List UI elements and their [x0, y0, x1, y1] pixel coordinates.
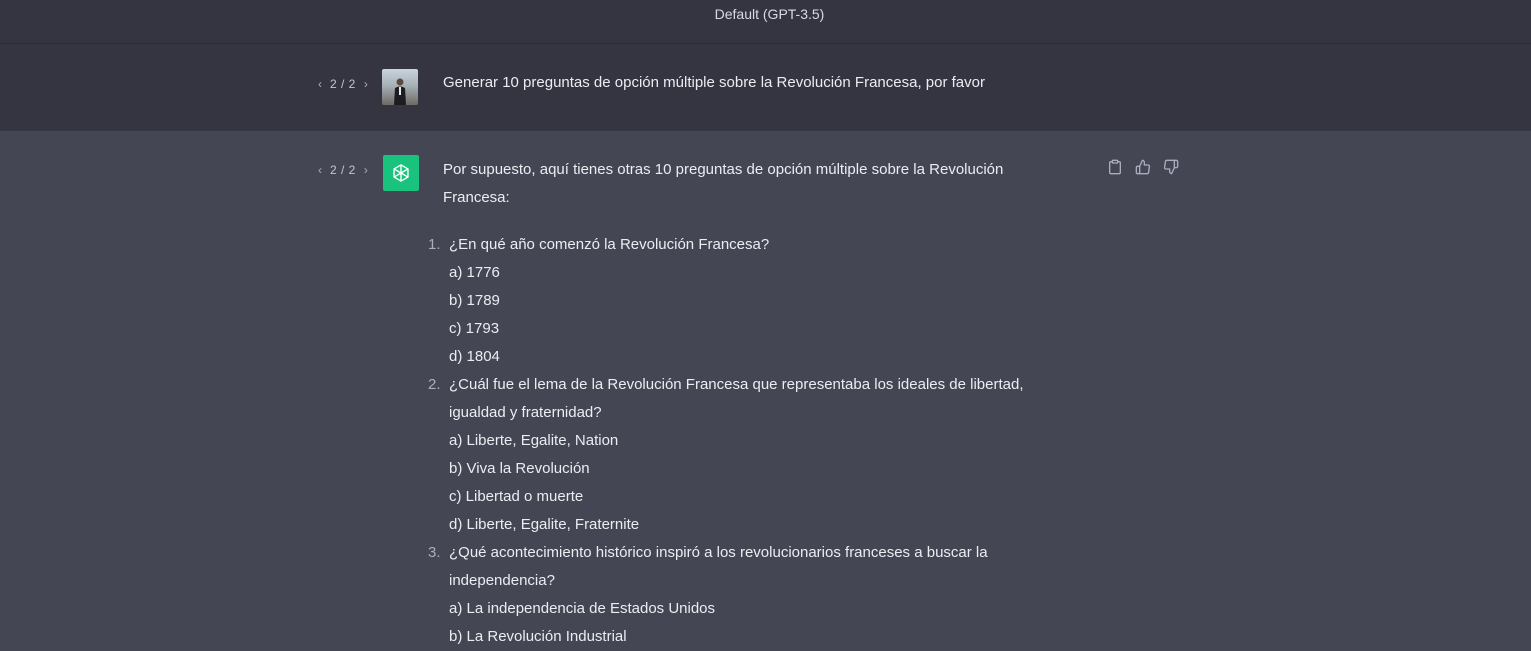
chevron-right-icon[interactable]: › — [363, 77, 368, 91]
assistant-intro-text: Por supuesto, aquí tienes otras 10 preguntas de opción múltiple sobre la Revolución Francesa: — [443, 161, 1004, 206]
question-text: ¿En qué año comenzó la Revolución Francesa? — [449, 236, 770, 253]
question-number: 1. — [428, 236, 441, 253]
user-message-pager — [315, 77, 371, 91]
pager-count: 2 / 2 — [330, 163, 356, 177]
thumbs-up-icon — [1135, 159, 1151, 175]
answer-option: c) Libertad o muerte — [449, 488, 584, 505]
pager-count: 2 / 2 — [330, 77, 356, 91]
answer-option: d) 1804 — [449, 348, 500, 365]
top-bar — [0, 0, 1531, 44]
answer-option: a) La independencia de Estados Unidos — [449, 600, 716, 617]
answer-option: b) La Revolución Industrial — [449, 628, 627, 645]
answer-option: a) 1776 — [449, 264, 500, 281]
question-text: ¿Cuál fue el lema de la Revolución Francesa que representaba los ideales de libertad, igualdad y fraternidad? — [449, 376, 1024, 421]
question-number: 2. — [428, 376, 441, 393]
answer-option: a) Liberte, Egalite, Nation — [449, 432, 619, 449]
answer-option: b) Viva la Revolución — [449, 460, 590, 477]
like-button[interactable] — [1134, 158, 1152, 176]
message-actions — [1106, 158, 1180, 176]
assistant-avatar — [383, 155, 419, 191]
question-item — [428, 231, 1083, 371]
dislike-button[interactable] — [1162, 158, 1180, 176]
question-number: 3. — [428, 544, 441, 561]
user-avatar — [382, 69, 418, 105]
thumbs-down-icon — [1163, 159, 1179, 175]
model-label: Default (GPT-3.5) — [714, 6, 825, 22]
answer-option: b) 1789 — [449, 292, 500, 309]
openai-logo-icon — [390, 162, 412, 184]
question-text: ¿Qué acontecimiento histórico inspiró a los revolucionarios franceses a buscar la independencia? — [449, 544, 988, 589]
chevron-right-icon[interactable]: › — [363, 163, 368, 177]
copy-button[interactable] — [1106, 158, 1124, 176]
question-item — [428, 371, 1083, 539]
user-message-text: Generar 10 preguntas de opción múltiple sobre la Revolución Francesa, por favor — [443, 74, 985, 91]
chevron-left-icon[interactable]: ‹ — [318, 77, 322, 91]
user-photo-icon — [393, 77, 407, 105]
question-item — [428, 539, 1083, 651]
question-list — [428, 231, 1083, 651]
assistant-message-pager — [315, 163, 371, 177]
clipboard-icon — [1107, 159, 1123, 175]
user-message-row — [0, 44, 1531, 131]
answer-option: d) Liberte, Egalite, Fraternite — [449, 516, 640, 533]
chevron-left-icon[interactable]: ‹ — [318, 163, 322, 177]
assistant-message-row — [0, 131, 1531, 645]
answer-option: c) 1793 — [449, 320, 500, 337]
